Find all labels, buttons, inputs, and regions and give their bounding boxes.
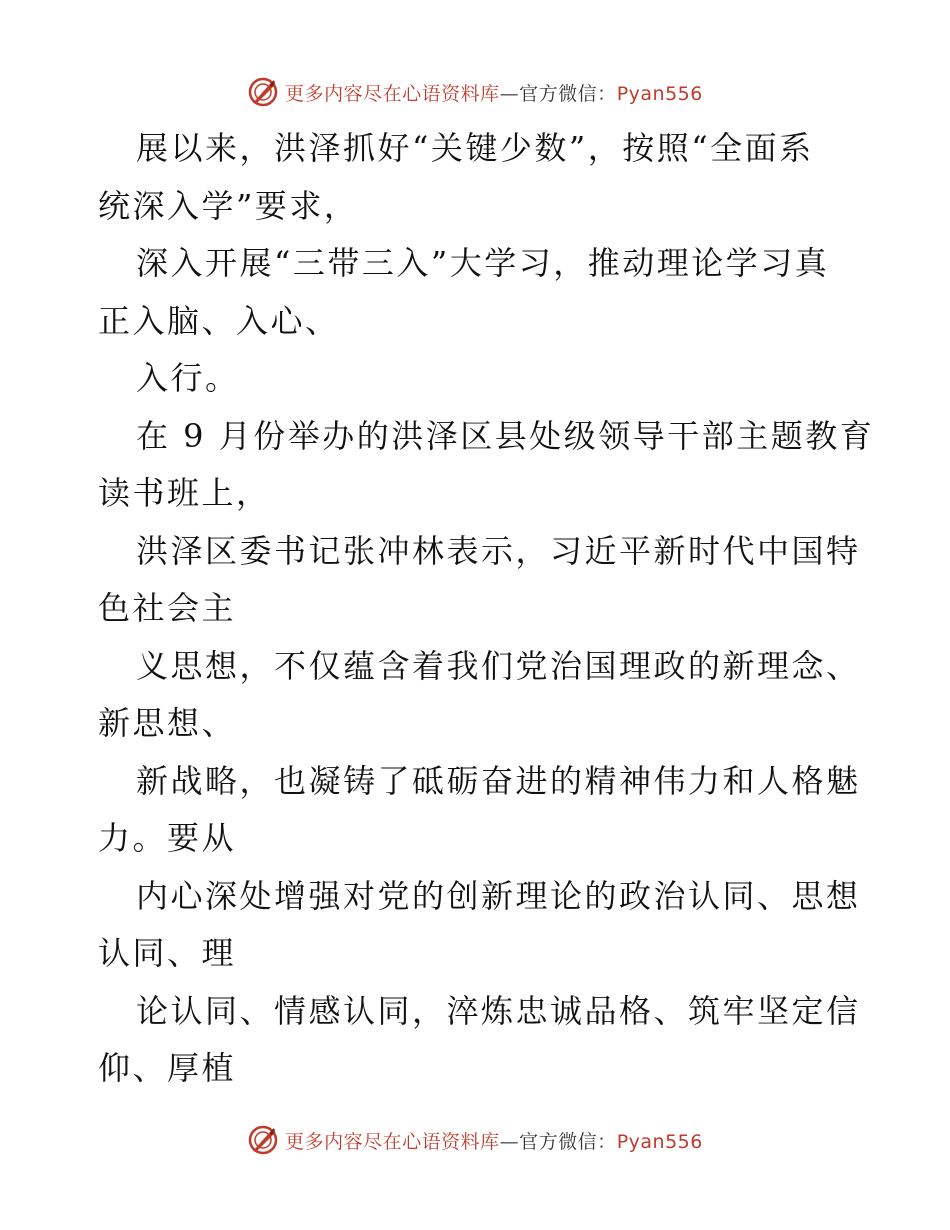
text-line: 仰、厚植 — [98, 1049, 237, 1087]
header-watermark — [0, 72, 950, 112]
text-line: 正入脑、入心、 — [98, 301, 340, 340]
text-line: 展以来，洪泽抓好“关键少数”，按照“全面系 — [136, 129, 814, 167]
text-line: 新战略，也凝铸了砥砺奋进的精神伟力和人格魅 — [136, 761, 861, 800]
text-line: 力。要从 — [98, 819, 237, 857]
document-body — [98, 120, 875, 1098]
text-line: 色社会主 — [98, 589, 237, 627]
text-line: 新思想、 — [98, 704, 237, 742]
text-line: 统深入学”要求， — [98, 186, 359, 225]
watermark-text: 更多内容尽在心语资料库—官方微信：Pyan556 — [285, 1130, 703, 1153]
text-line: 入行。 — [136, 359, 240, 397]
text-line: 认同、理 — [98, 934, 237, 972]
text-line: 内心深处增强对党的创新理论的政治认同、思想 — [136, 876, 861, 915]
text-line: 洪泽区委书记张冲林表示，习近平新时代中国特 — [136, 531, 861, 570]
text-line: 深入开展“三带三入”大学习，推动理论学习真 — [136, 244, 830, 282]
quill-pen-logo-icon — [247, 1124, 279, 1156]
text-line: 论认同、情感认同，淬炼忠诚品格、筑牢坚定信 — [136, 991, 861, 1030]
watermark-text: 更多内容尽在心语资料库—官方微信：Pyan556 — [285, 82, 703, 105]
footer-watermark — [0, 1120, 950, 1160]
text-line: 在 9 月份举办的洪泽区县处级领导干部主题教育 — [136, 416, 875, 455]
text-line: 义思想，不仅蕴含着我们党治国理政的新理念、 — [136, 646, 861, 685]
quill-pen-logo-icon — [247, 76, 279, 108]
text-line: 读书班上， — [98, 474, 271, 512]
